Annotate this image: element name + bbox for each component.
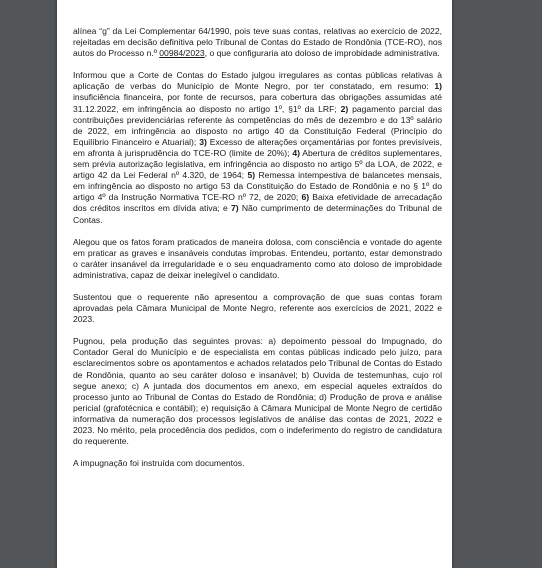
paragraph-6: A impugnação foi instruída com documentos. (73, 458, 245, 469)
paragraph-3: Alegou que os fatos foram praticados de maneira dolosa, com consciência e vontade do agente em praticar as graves e insanáveis condutas ímprobas. Entendeu, portanto, estar demonstrado o caráter insanável da irregularidade e o seu enquadramento como ato doloso de improbidade administrativa, capaz de deixar inelegível o candidato. (73, 236, 442, 280)
paragraph-1-text-a: alínea “g” da Lei Complementar 64/1990, pois teve suas contas, relativas ao exercício de 2022, rejeitadas em decisão definitiva pelo Tribunal de Contas do Estado de Rondônia (TCE-RO), nos autos do Processo n.º (73, 26, 442, 59)
item-4-text: Abertura de créditos suplementares, sem prévia autorização legislativa, em infringência ao disposto no artigo 5º da LOA, de 2022, e artigo 42 da Lei Federal nº 4.320, de 1964; (73, 147, 442, 181)
paragraph-1 (73, 26, 442, 59)
paragraph-2 (73, 70, 442, 225)
item-2-text: pagamento parcial das contribuições previdenciárias referente às competências do mês de dezembro e do 13º salário de 2022, em infringência ao disposto no artigo 40 da Constituição Federal (Princípio do Equilíbrio Financeiro e Atuarial); (73, 103, 442, 147)
item-2-number: 2) (340, 103, 349, 114)
item-6-number: 6) (301, 192, 310, 203)
paragraph-5: Pugnou, pela produção das seguintes provas: a) depoimento pessoal do Impugnado, do Contador Geral do Município e de especialista em contas públicas indicado pelo juízo, para esclarecimentos sobre os apontamentos e achados relatados pelo Tribunal de Contas do Estado de Rondônia, quanto ao seu caráter doloso e insanável; b) Ouvida de testemunhas, cujo rol segue anexo; c) A juntada dos documentos em anexo, em especial aqueles extraídos do processo junto ao Tribunal de Contas do Estado de Rondônia; d) Produção de prova e análise pericial (grafotécnica e contábil); e) requisição à Câmara Municipal de Monte Negro de certidão informativa da numeração dos processos legislativos de análise das contas de 2021, 2022 e 2023. No mérito, pela procedência dos pedidos, com o indeferimento do registro de candidatura do requerente. (73, 336, 442, 447)
paragraph-4: Sustentou que o requerente não apresentou a comprovação de que suas contas foram aprovadas pela Câmara Municipal de Monte Negro, referente aos exercícios de 2021, 2022 e 2023. (73, 291, 442, 325)
item-3-text: Excesso de alterações orçamentárias por fontes previsíveis, em afronta à jurisprudência do TCE-RO (limite de 20%); (73, 136, 442, 158)
item-1-text: insuficiência financeira, por fonte de recursos, para cobertura das obrigações assumidas até 31.12.2022, em infringência ao disposto no artigo 1º, §1º da LRF; (73, 92, 442, 114)
paragraph-2-intro: Informou que a Corte de Contas do Estado julgou irregulares as contas públicas relativas à aplicação de verbas do Município de Monte Negro, por ter constatado, em resumo: (73, 70, 442, 92)
paragraph-1-text-b: , o que configuraria ato doloso de improbidade administrativa. (204, 48, 440, 59)
item-4-number: 4) (292, 147, 300, 158)
item-7-text: Não cumprimento de determinações do Tribunal de Contas. (73, 203, 442, 225)
item-3-number: 3) (199, 136, 207, 147)
item-6-text: Baixa efetividade de arrecadação dos créditos inscritos em dívida ativa; e (73, 192, 442, 214)
item-1-number: 1) (434, 81, 442, 92)
item-5-number: 5) (247, 170, 256, 181)
page-content (73, 26, 442, 480)
item-7-number: 7) (230, 203, 239, 214)
process-number-link[interactable]: 00984/2023 (159, 48, 205, 59)
item-5-text: Remessa intempestiva de balancetes mensais, em infringência ao disposto no artigo 53 da Constituição do Estado de Rondônia e no § 1º do artigo 4º da Instrução Normativa TCE-RO nº 72, de 2020; (73, 170, 442, 203)
document-page (57, 0, 452, 568)
